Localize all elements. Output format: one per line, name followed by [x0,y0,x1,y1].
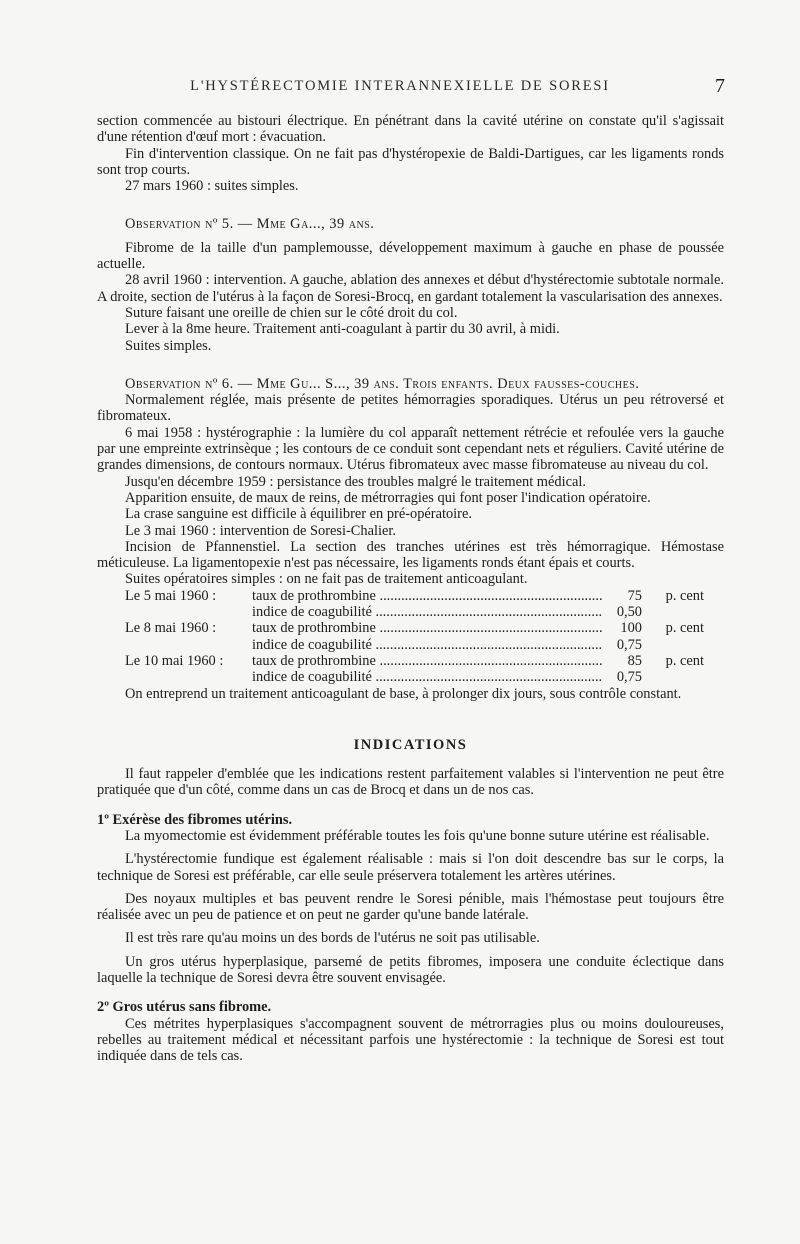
paragraph: On entreprend un traitement anticoagulant de base, à prolonger dix jours, sous contrôle constant. [125,685,682,702]
lab-name: indice de coagubilité ..... [252,637,602,653]
lab-name: taux de prothrombine ..... [252,620,602,636]
paragraph: Un gros utérus hyperplasique, parsemé de petits fibromes, imposera une conduite éclectique dans laquelle la technique de Soresi devra être souvent envisagée. [97,953,724,987]
lab-date [97,669,252,685]
lab-name: taux de prothrombine ..... [252,653,602,669]
subsection-heading: 2º Gros utérus sans fibrome. [97,999,272,1016]
lab-date [97,604,252,620]
lab-value: 0,75 [616,636,642,653]
paragraph: Fin d'intervention classique. On ne fait pas d'hystéropexie de Baldi-Dartigues, car les ligaments ronds sont trop courts. [97,145,724,178]
paragraph: Lever à la 8me heure. Traitement anti-coagulant à partir du 30 avril, à midi. [125,321,560,338]
paragraph: L'hystérectomie fundique est également réalisable : mais si l'on doit descendre bas sur le corps, la technique de Soresi est préférable, car elle seule préservera totalement les artères utérines. [97,851,724,884]
paragraph: La myomectomie est évidemment préférable toutes les fois qu'une bonne suture utérine est réalisable. [125,827,710,844]
lab-row [97,604,724,620]
lab-row [97,669,724,685]
body-text [97,113,724,1065]
paragraph: 6 mai 1958 : hystérographie : la lumière du col apparaît nettement rétrécie et refoulée vers la gauche par une empreinte extrinsèque ; les contours de ce conduit sont cependant nets et réguliers. Cavité utérine de grandes dimensions, de contours normaux. Utérus fibromateux avec masse fibromateuse au niveau du col. [97,424,724,474]
lab-unit [642,669,704,685]
lab-unit: p. cent [665,652,704,669]
page-number: 7 [715,75,725,97]
lab-value: 85 [627,652,642,669]
paragraph: Suites simples. [125,337,212,354]
lab-value: 75 [627,587,642,604]
lab-name: indice de coagubilité ..... [252,604,602,620]
paragraph: Ces métrites hyperplasiques s'accompagnent souvent de métrorragies plus ou moins douloureuses, rebelles au traitement médical et nécessitant parfois une hystérectomie : la technique de Soresi est tout indiquée dans de tels cas. [97,1015,724,1065]
observation-5-heading: Observation nº 5. — Mme Ga..., 39 ans. [125,216,375,233]
paragraph: Suites opératoires simples : on ne fait pas de traitement anticoagulant. [125,571,528,588]
lab-unit [642,637,704,653]
paragraph: 28 avril 1960 : intervention. A gauche, ablation des annexes et début d'hystérectomie subtotale normale. A droite, section de l'utérus à la façon de Soresi-Brocq, en gardant totalement la vascularisation des annexes. [97,272,724,305]
lab-unit: p. cent [665,587,704,604]
lab-value: 0,75 [616,669,642,686]
paragraph: Il faut rappeler d'emblée que les indications restent parfaitement valables si l'intervention ne peut être pratiquée que d'un côté, comme dans un cas de Brocq et dans un de nos cas. [97,766,724,799]
lab-date: Le 8 mai 1960 : [125,620,217,637]
paragraph: Normalement réglée, mais présente de petites hémorragies sporadiques. Utérus un peu rétroversé et fibromateux. [97,392,724,425]
paragraph: Il est très rare qu'au moins un des bords de l'utérus ne soit pas utilisable. [125,930,540,947]
paragraph: Des noyaux multiples et bas peuvent rendre le Soresi pénible, mais l'hémostase peut toujours être réalisée avec un peu de patience et on peut ne garder qu'une bande latérale. [97,890,724,924]
page-header [0,75,800,99]
lab-date: Le 10 mai 1960 : [125,652,224,669]
paragraph: Jusqu'en décembre 1959 : persistance des troubles malgré le traitement médical. [125,473,586,490]
subsection-heading: 1º Exérèse des fibromes utérins. [97,811,293,828]
paragraph: Suture faisant une oreille de chien sur le côté droit du col. [125,304,458,321]
lab-unit: p. cent [665,620,704,637]
lab-date: Le 5 mai 1960 : [125,587,217,604]
paragraph: Fibrome de la taille d'un pamplemousse, développement maximum à gauche en phase de poussée actuelle. [97,239,724,273]
lab-name: indice de coagubilité ..... [252,669,602,685]
paragraph: Apparition ensuite, de maux de reins, de métrorragies qui font poser l'indication opératoire. [125,489,651,506]
paragraph: section commencée au bistouri électrique. En pénétrant dans la cavité utérine on constate qu'il s'agissait d'une rétention d'œuf mort : évacuation. [97,113,724,146]
lab-results [97,588,724,686]
running-title: L'HYSTÉRECTOMIE INTERANNEXIELLE DE SORESI [190,78,610,94]
observation-6-heading: Observation nº 6. — Mme Gu... S..., 39 ans. Trois enfants. Deux fausses-couches. [125,375,640,392]
lab-row [97,620,724,636]
paragraph: La crase sanguine est difficile à équilibrer en pré-opératoire. [125,506,472,523]
lab-row [97,653,724,669]
paragraph: 27 mars 1960 : suites simples. [125,178,299,195]
lab-value: 0,50 [616,604,642,621]
lab-value: 100 [620,620,642,637]
lab-name: taux de prothrombine ..... [252,588,602,604]
section-title: INDICATIONS [353,736,468,753]
paragraph: Incision de Pfannenstiel. La section des tranches utérines est très hémorragique. Hémostase méticuleuse. La ligamentopexie n'est pas nécessaire, les ligaments ronds étant épais et courts. [97,538,724,572]
lab-unit [642,604,704,620]
lab-row [97,588,724,604]
lab-date [97,637,252,653]
paragraph: Le 3 mai 1960 : intervention de Soresi-Chalier. [125,522,396,539]
lab-row [97,637,724,653]
